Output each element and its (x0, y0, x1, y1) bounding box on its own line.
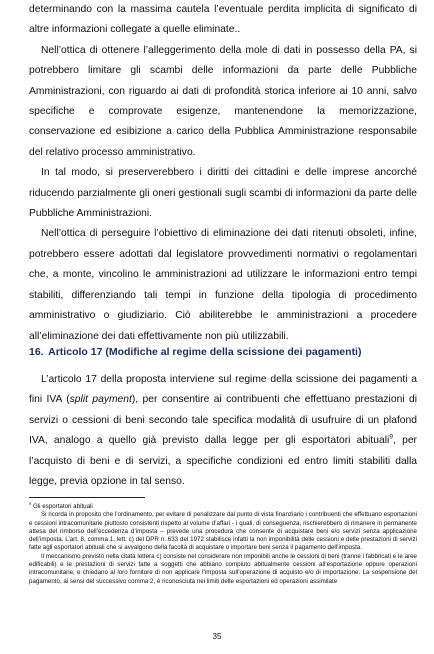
footnote-title-text: Gli esportatori abituali (31, 503, 93, 510)
footnote-reference[interactable]: 9 (389, 433, 394, 441)
section-heading (29, 343, 417, 361)
paragraph: Nell’ottica di ottenere l’alleggerimento della mole di dati in possesso della PA, si potrebbero limitare gli scambi delle informazioni da parte delle Pubbliche Amministrazioni, con riguardo ai dati di profondità storica inferiore ai 10 anni, salvo specifiche e comprovate esigenze, mantenendone la memorizzazione, conservazione ed esibizione a carico della Pubblica Amministrazione responsabile del relativo processo amministrativo. (29, 44, 417, 158)
body-text-top (29, 0, 417, 347)
footnote-title (29, 500, 417, 511)
footnote-paragraph: Il meccanismo previsto nella citata lettera c) consiste nel considerare non imponibili anche le cessioni di beni (tranne i fabbricati e le aree edificabili) e le prestazioni di servizi fatte a soggetti che abbiano compiuto abitualmente cessioni all’esportazione oppure operazioni intracomunitarie, e chiedano al loro fornitore di non applicare l’imposta sull’operazione di acquisto e/o di importazione. La sospensione del pagamento, ai sensi del successivo comma 2, è riconosciuta nei limiti delle esportazioni ed operazioni assimilate (29, 552, 417, 585)
paragraph-text: ), per consentire ai contribuenti che effettuano prestazioni di servizi o cessioni di beni secondo tale specifica modalità di usufruire di un plafond IVA, analogo a quello già previsto dalla legge per gli esportatori abituali (29, 394, 417, 447)
section-number: 16. (29, 346, 44, 358)
footnotes (29, 500, 417, 586)
italic-term: split payment (69, 394, 132, 406)
paragraph: determinando con la massima cautela l’eventuale perdita implicita di significato di altre informazioni collegate a quelle eliminate.. (29, 4, 417, 36)
footnote-divider (29, 497, 145, 498)
paragraph-text: L’articolo 17 della proposta interviene sul regime della scissione dei pagamenti a fini IVA ( (29, 374, 417, 406)
section-title: Articolo 17 (Modifiche al regime della scissione dei pagamenti) (48, 346, 362, 358)
page-number: 35 (212, 632, 222, 641)
body-text-art17 (29, 370, 417, 492)
paragraph (29, 370, 417, 492)
footnote-paragraph: Si ricorda in proposito che l’ordinamento, per evitare di penalizzare dal punto di vista finanziario i contribuenti che effettuano esportazioni e cessioni intracomunitarie piuttosto consistenti rispetto al volume d’affari - i quali, di conseguenza, rischierebbero di rimanere in permanente attesa del rimborso dell’eccedenza d’imposta – prevede una procedura che consente di acquistare beni e/o servizi senza applicazione dell’imposta. L’art. 8, comma 1, lett. c) del DPR n. 633 del 1972 stabilisce infatti la non imponibilità delle cessioni e delle prestazioni di servizi fatte agli esportatori abituali che si avvalgono della facoltà di acquistare o importare beni senza il pagamento dell’imposta. (29, 511, 417, 552)
paragraph: Nell’ottica di perseguire l’obiettivo di eliminazione dei dati ritenuti obsoleti, infine, potrebbero essere adottati dal legislatore provvedimenti normativi o regolamentari che, a monte, vincolino le amministrazioni ad utilizzare le informazioni entro tempi stabiliti, differenziando tali tempi in funzione della tipologia di procedimento amministrativo o giudiziario. Ciò abiliterebbe le amministrazioni a procedere all’eliminazione dei dati effettivamente non più utilizzabili. (29, 228, 417, 342)
paragraph-text: , per l’acquisto di beni e di servizi, a specifiche condizioni ed entro limiti stabiliti dalla legge, previa opzione in tal senso. (29, 435, 417, 488)
paragraph: In tal modo, si preserverebbero i diritti dei cittadini e delle imprese ancorché riducendo parzialmente gli oneri gestionali sugli scambi di informazioni da parte delle Pubbliche Amministrazioni. (29, 167, 417, 220)
footnote-marker: 9 (29, 500, 32, 506)
